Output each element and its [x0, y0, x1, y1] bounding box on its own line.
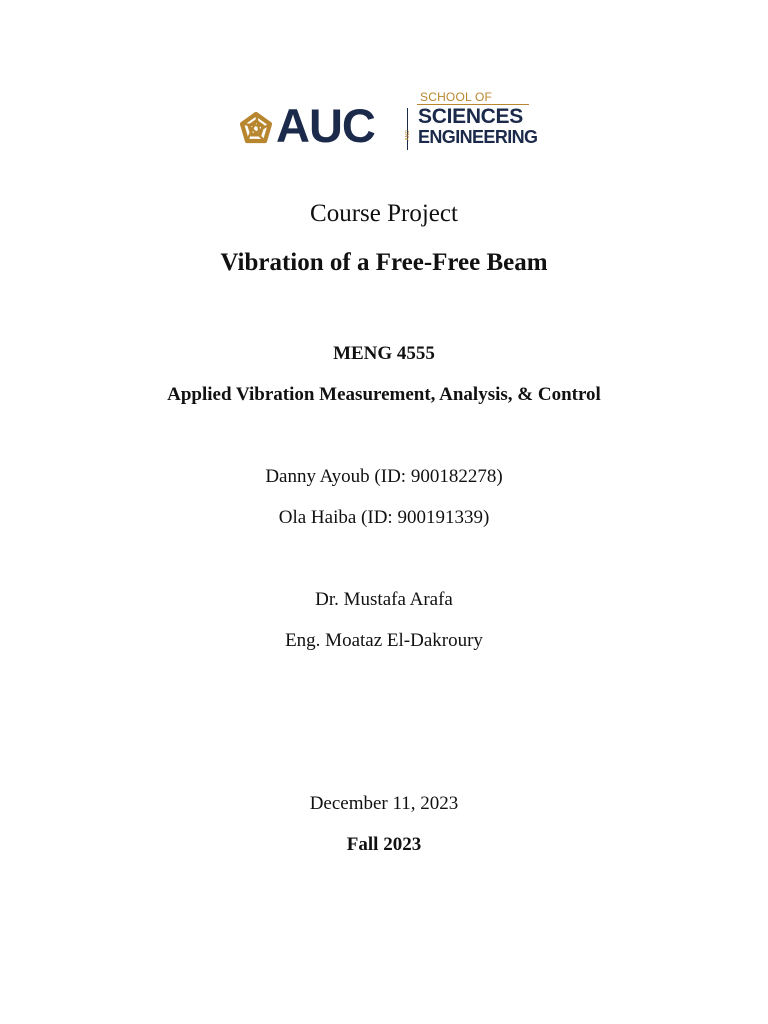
auc-logo — [238, 90, 538, 152]
course-code: MENG 4555 — [333, 343, 435, 364]
document-title: Vibration of a Free-Free Beam — [220, 249, 548, 276]
course-name: Applied Vibration Measurement, Analysis, & Control — [167, 384, 601, 405]
submission-date: December 11, 2023 — [309, 793, 459, 814]
logo-school-of: SCHOOL OF — [420, 90, 493, 104]
author-2: Ola Haiba (ID: 900191339) — [278, 507, 490, 528]
logo-sciences: SCIENCES — [418, 105, 523, 128]
logo-school-name — [405, 90, 538, 152]
logo-and: AND — [405, 130, 411, 141]
instructor-2: Eng. Moataz El-Dakroury — [285, 630, 483, 651]
logo-engineering: ENGINEERING — [418, 127, 538, 147]
auc-pentagon-icon — [238, 111, 274, 147]
semester-term: Fall 2023 — [346, 834, 422, 855]
author-1: Danny Ayoub (ID: 900182278) — [265, 466, 503, 487]
instructor-1: Dr. Mustafa Arafa — [315, 589, 453, 610]
document-subtitle: Course Project — [310, 200, 458, 227]
logo-auc-text: AUC — [276, 99, 375, 152]
